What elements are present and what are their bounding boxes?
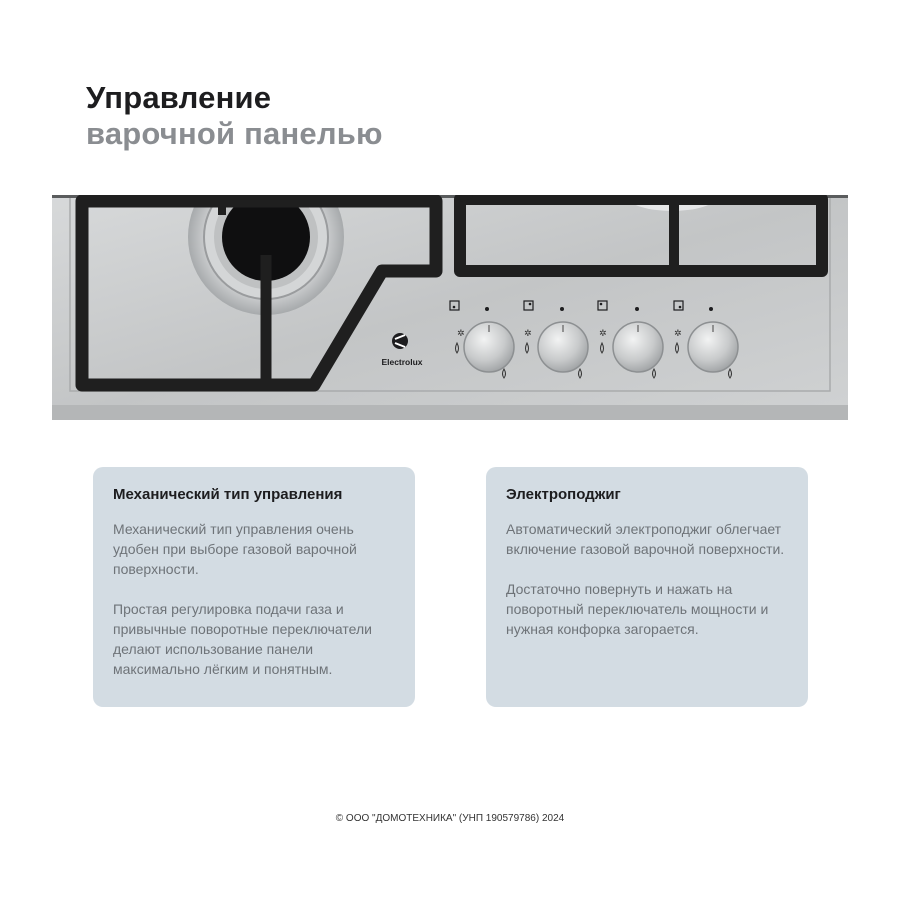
ignition-icon: ✲ (457, 329, 465, 339)
info-card-mechanical-control (93, 467, 415, 707)
page-title (86, 80, 383, 152)
svg-text:✲: ✲ (674, 329, 682, 339)
brand-name: Electrolux (381, 357, 423, 367)
page-title-line-2: варочной панелью (86, 116, 383, 151)
gas-hob-image (52, 195, 848, 420)
copyright-footer: © ООО "ДОМОТЕХНИКА" (УНП 190579786) 2024 (335, 813, 565, 824)
svg-text:✲: ✲ (524, 329, 532, 339)
page-title-line-1: Управление (86, 80, 272, 115)
card-paragraph: Простая регулировка подачи газа и привычные поворотные переключатели делают использование панели максимально лёгким и понятным. (113, 601, 372, 677)
card-title: Электроподжиг (506, 486, 621, 503)
info-card-electric-ignition (486, 467, 808, 707)
svg-text:✲: ✲ (599, 329, 607, 339)
card-paragraph: Механический тип управления очень удобен при выборе газовой варочной поверхности. (113, 521, 357, 577)
card-title: Механический тип управления (113, 486, 343, 503)
card-paragraph: Автоматический электроподжиг облегчает включение газовой варочной поверхности. (506, 521, 785, 557)
card-paragraph: Достаточно повернуть и нажать на поворотный переключатель мощности и нужная конфорка загорается. (506, 581, 769, 637)
